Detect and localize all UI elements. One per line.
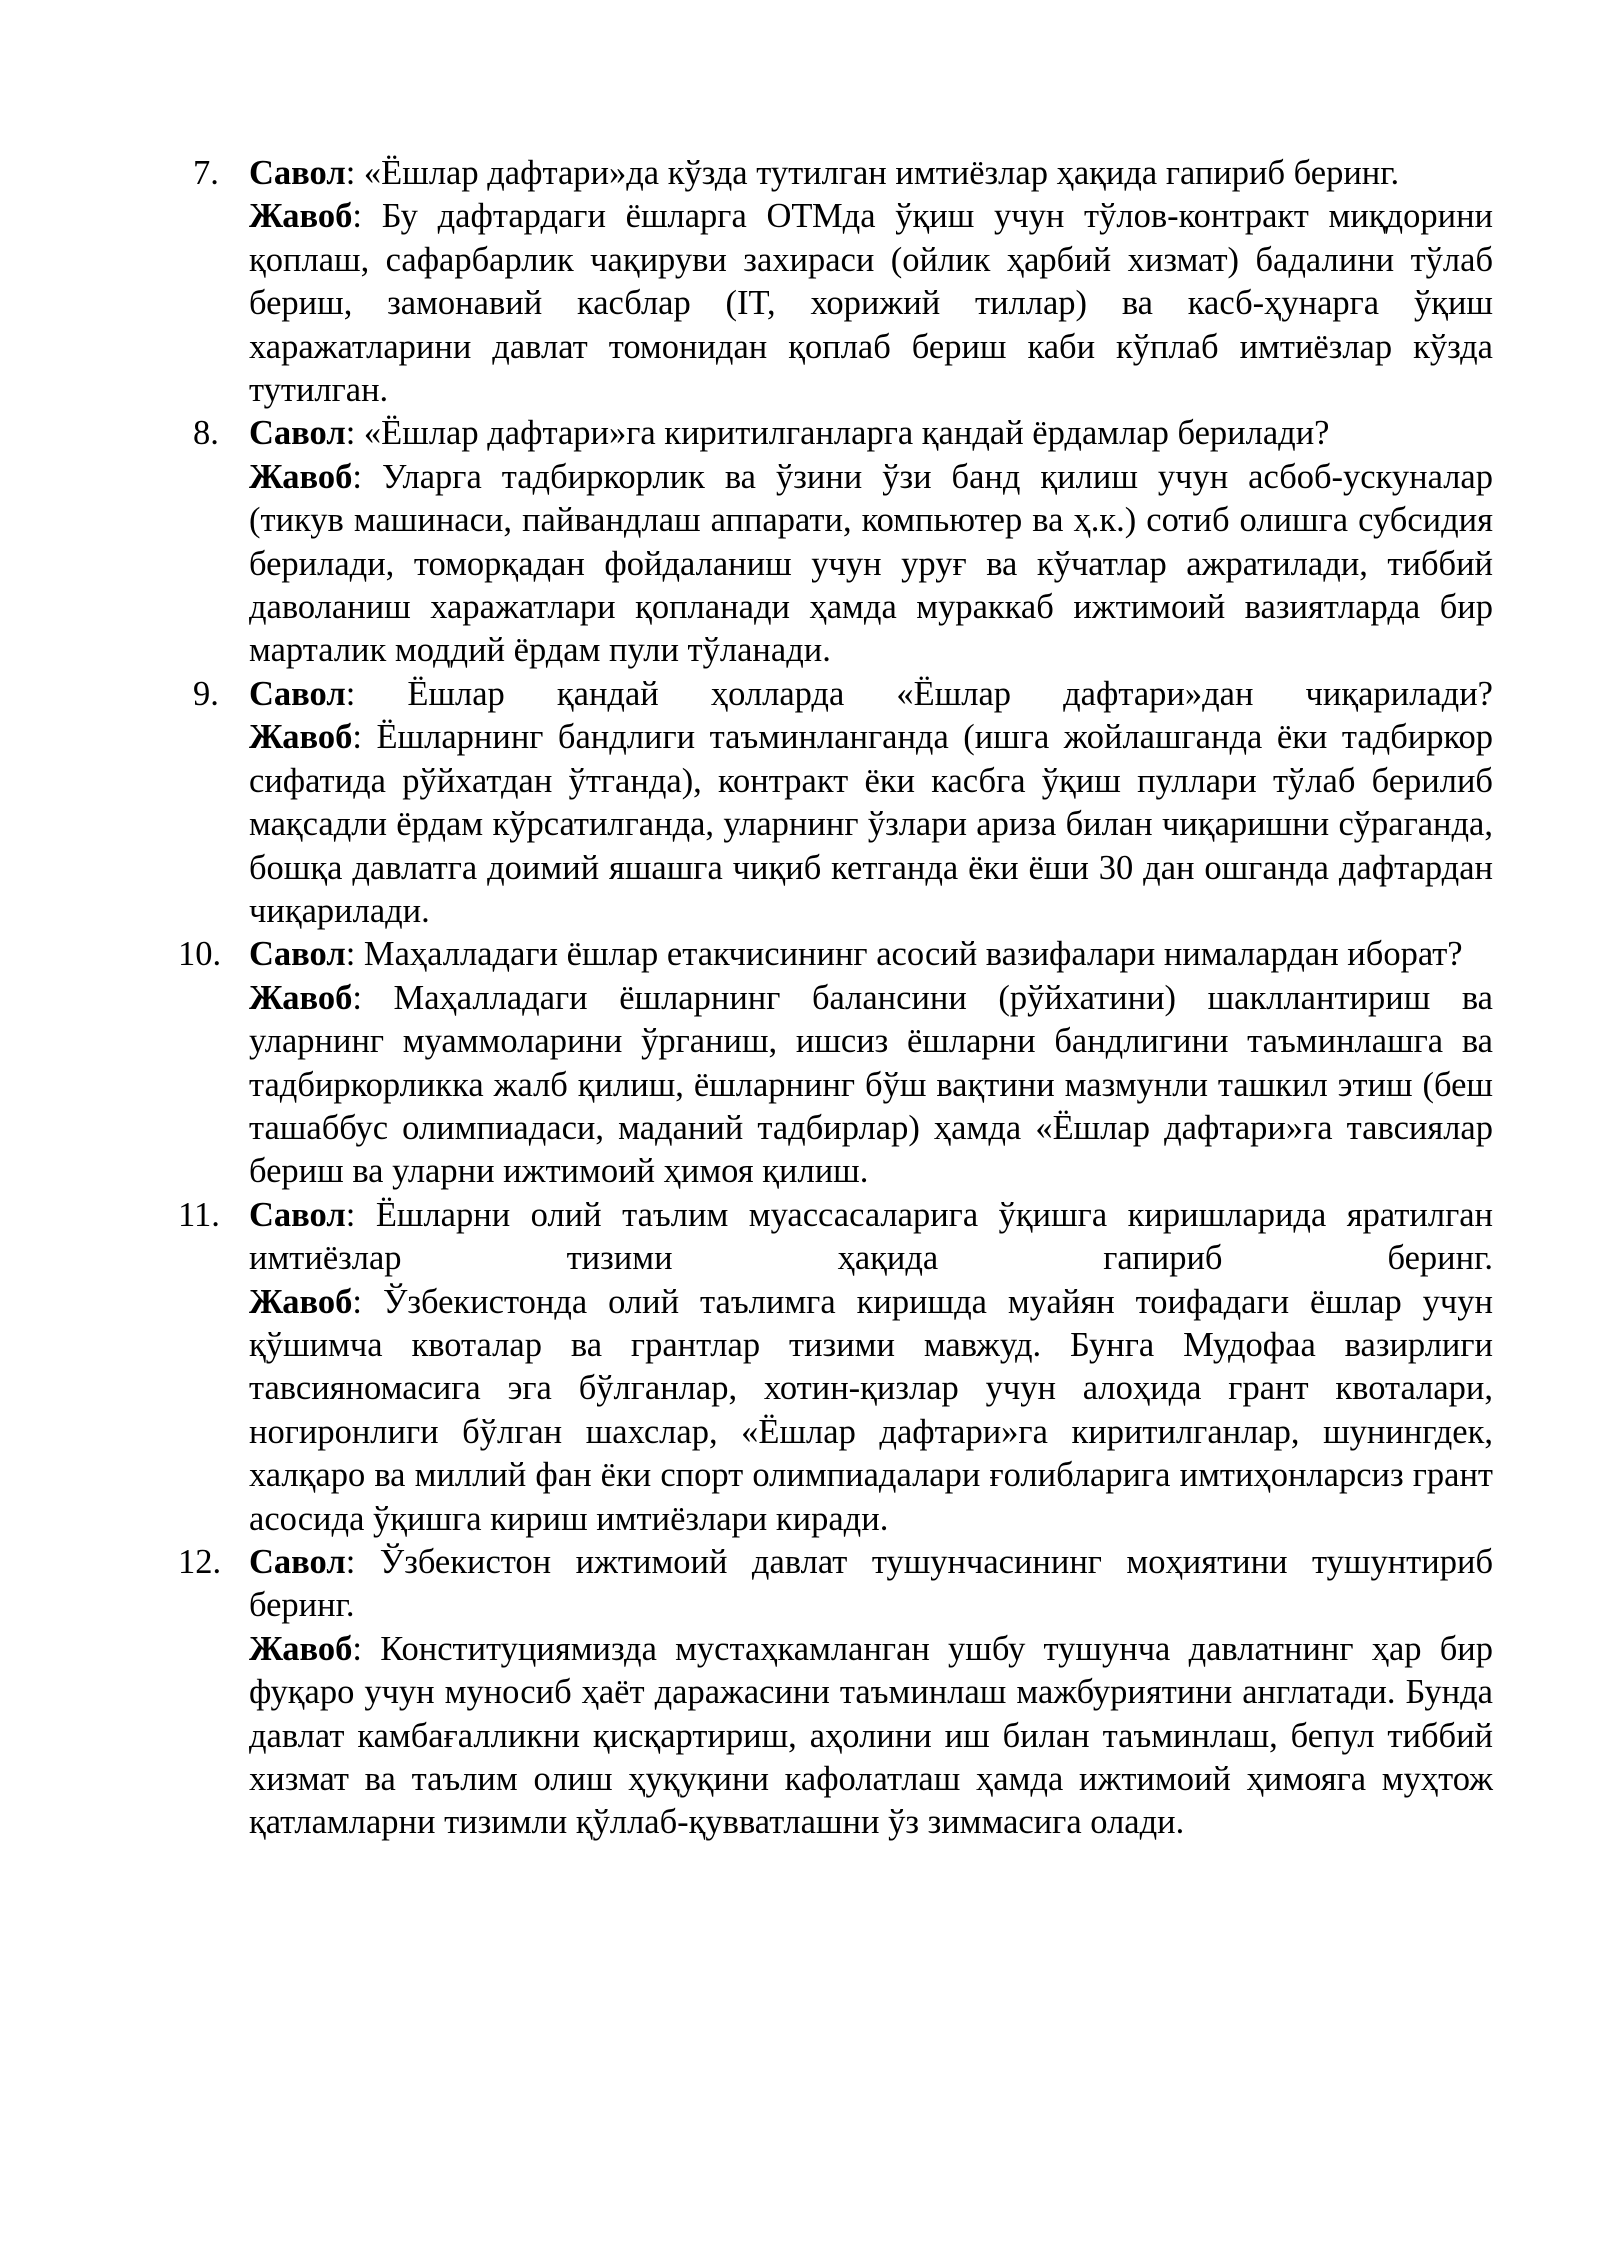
answer-label: Жавоб xyxy=(249,1629,353,1668)
item-number: 8. xyxy=(193,414,219,453)
item-number: 12. xyxy=(178,1543,222,1581)
qa-item-12 xyxy=(178,1541,1493,1845)
question-paragraph xyxy=(249,933,1493,976)
answer-paragraph xyxy=(249,195,1493,412)
qa-item-11 xyxy=(178,1194,1493,1541)
question-text: : Ёшларни олий таълим муассасаларига ўқишга киришларида яратилган имтиёзлар тизими ҳақида гапириб беринг. xyxy=(249,1195,1493,1278)
answer-label: Жавоб xyxy=(249,718,353,757)
answer-paragraph xyxy=(249,977,1493,1194)
question-text: : «Ёшлар дафтари»га киритилганларга қандай ёрдамлар берилади? xyxy=(345,414,1330,453)
qa-item-7 xyxy=(193,152,1493,412)
answer-text: : Маҳалладаги ёшларнинг балансини (рўйхатини) шакллантириш ва уларнинг муаммоларини ўрганиш, ишсиз ёшларни бандлигини таъминлашга ва тадбиркорликка жалб қилиш, ёшларнинг бўш вақтини мазмунли ташкил этиш (беш ташаббус олимпиадаси, маданий тадбирлар) ҳамда «Ёшлар дафтари»га тавсиялар бериш ва уларни ижтимоий ҳимоя қилиш. xyxy=(249,978,1493,1191)
qa-item-8 xyxy=(193,412,1493,672)
answer-text: : Ўзбекистонда олий таълимга киришда муайян тоифадаги ёшлар учун қўшимча квоталар ва грантлар тизими мавжуд. Бунга Мудофаа вазирлиги тавсияномасига эга бўлганлар, хотин-қизлар учун алоҳида грант квоталари, ногиронлиги бўлган шахслар, «Ёшлар дафтари»га киритилганлар, шунингдек, халқаро ва миллий фан ёки спорт олимпиадалари ғолибларига имтиҳонларсиз грант асосида ўқишга кириш имтиёзлари киради. xyxy=(249,1282,1493,1538)
answer-label: Жавоб xyxy=(249,197,353,236)
question-label: Савол xyxy=(249,154,346,192)
answer-label: Жавоб xyxy=(249,457,353,496)
question-paragraph xyxy=(249,412,1493,455)
question-label: Савол xyxy=(249,674,346,713)
qa-list xyxy=(178,152,1493,1845)
answer-paragraph xyxy=(249,1628,1493,1845)
question-paragraph xyxy=(249,152,1493,195)
answer-text: : Бу дафтардаги ёшларга ОТМда ўқиш учун тўлов-контракт миқдорини қоплаш, сафарбарлик чақируви захираси (ойлик ҳарбий хизмат) бадалини тўлаб бериш, замонавий касблар (IT, хорижий тиллар) ва касб-ҳунарга ўқиш харажатларини давлат томонидан қоплаб бериш каби кўплаб имтиёзлар кўзда тутилган. xyxy=(249,197,1493,410)
qa-item-9 xyxy=(193,673,1493,933)
question-paragraph xyxy=(249,1194,1493,1281)
question-paragraph xyxy=(249,1541,1493,1628)
item-number: 7. xyxy=(193,154,219,192)
qa-item-10 xyxy=(178,933,1493,1193)
answer-label: Жавоб xyxy=(249,1282,353,1321)
question-paragraph xyxy=(249,673,1493,716)
answer-paragraph xyxy=(249,716,1493,933)
question-text: : Ёшлар қандай ҳолларда «Ёшлар дафтари»дан чиқарилади? xyxy=(345,674,1493,713)
answer-paragraph xyxy=(249,1281,1493,1541)
item-number: 9. xyxy=(193,674,219,713)
answer-text: : Уларга тадбиркорлик ва ўзини ўзи банд қилиш учун асбоб-ускуналар (тикув машинаси, пайвандлаш аппарати, компьютер ва ҳ.к.) сотиб олишга субсидия берилади, томорқадан фойдаланиш учун уруғ ва кўчатлар ажратилади, тиббий даволаниш харажатлари қопланади ҳамда мураккаб ижтимоий вазиятларда бир марталик моддий ёрдам пули тўланади. xyxy=(249,457,1493,670)
question-label: Савол xyxy=(249,1543,346,1581)
question-text: : «Ёшлар дафтари»да кўзда тутилган имтиёзлар ҳақида гапириб беринг. xyxy=(345,154,1400,192)
question-label: Савол xyxy=(249,414,346,453)
item-number: 11. xyxy=(178,1195,220,1234)
question-label: Савол xyxy=(249,935,346,974)
answer-text: : Ёшларнинг бандлиги таъминланганда (ишга жойлашганда ёки тадбиркор сифатида рўйхатдан ўтганда), контракт ёки касбга ўқиш пуллари тўлаб берилиб мақсадли ёрдам кўрсатилганда, уларнинг ўзлари ариза билан чиқаришни сўраганда, бошқа давлатга доимий яшашга чиқиб кетганда ёки ёши 30 дан ошганда дафтардан чиқарилади. xyxy=(249,718,1493,930)
question-text: : Ўзбекистон ижтимоий давлат тушунчасининг моҳиятини тушунтириб беринг. xyxy=(249,1543,1493,1625)
answer-text: : Конституциямизда мустаҳкамланган ушбу тушунча давлатнинг ҳар бир фуқаро учун муносиб ҳаёт даражасини таъминлаш мажбуриятини англатади. Бунда давлат камбағалликни қисқартириш, аҳолини иш билан таъминлаш, бепул тиббий хизмат ва таълим олиш ҳуқуқини кафолатлаш ҳамда ижтимоий ҳимояга муҳтож қатламларни тизимли қўллаб-қувватлашни ўз зиммасига олади. xyxy=(249,1629,1493,1842)
answer-paragraph xyxy=(249,456,1493,673)
question-text: : Маҳалладаги ёшлар етакчисининг асосий вазифалари нималардан иборат? xyxy=(345,935,1463,974)
answer-label: Жавоб xyxy=(249,978,353,1017)
question-label: Савол xyxy=(249,1195,346,1234)
item-number: 10. xyxy=(178,935,222,974)
